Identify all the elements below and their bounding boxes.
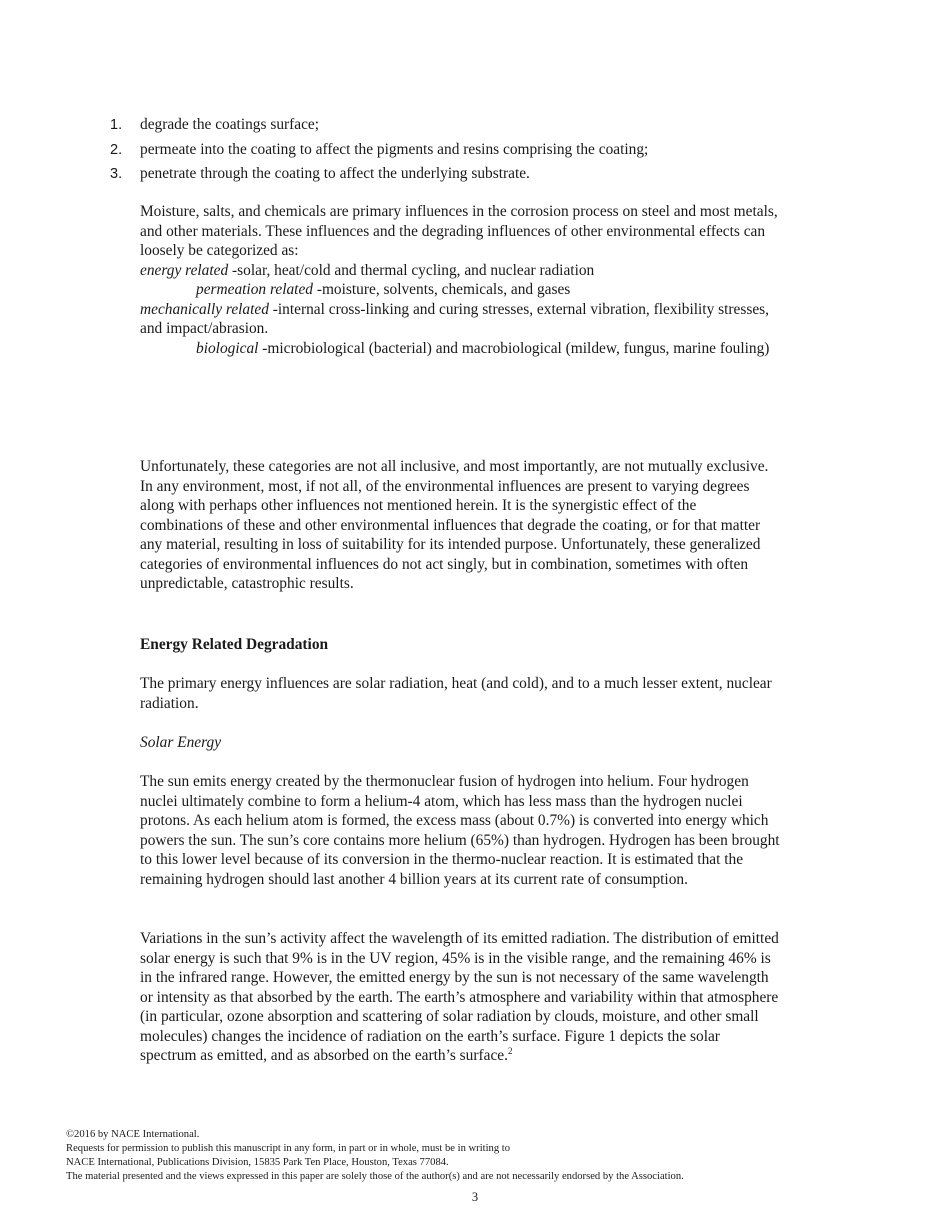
section-heading: Energy Related Degradation (140, 636, 329, 653)
category-desc: -moisture, solvents, chemicals, and gases (312, 281, 571, 298)
list-number: 1. (110, 117, 123, 133)
category-desc: -microbiological (bacterial) and macrobiological (mildew, fungus, marine fouling) (258, 339, 770, 357)
paragraph-energy-intro: The primary energy influences are solar radiation, heat (and cold), and to a much lesser extent, nuclear radiation. (140, 675, 772, 712)
category-term: mechanically related (140, 300, 269, 318)
footer (66, 1128, 886, 1184)
category-term: permeation related (196, 281, 313, 298)
list-number: 3. (110, 166, 123, 182)
intro-section (140, 202, 780, 358)
category-permeation (140, 280, 780, 300)
category-term: energy related (140, 261, 229, 279)
paragraph-influences: Moisture, salts, and chemicals are primary influences in the corrosion process on steel and most metals, and other materials. These influences and the degrading influences of other environmental effects can loosely be categorized as: (140, 203, 778, 259)
subsection-heading: Solar Energy (140, 734, 222, 751)
solar-subheading-block (140, 733, 780, 753)
paragraph-synergy: Unfortunately, these categories are not all inclusive, and most importantly, are not mutually exclusive. In any environment, most, if not all, of the environmental influences are present to varying degrees along with perhaps other influences not mentioned herein. It is the synergistic effect of the combinations of these and other environmental influences that degrade the coating, or for that matter any material, resulting in loss of suitability for its intended purpose. Unfortunately, these generalized categories of environmental influences do not act singly, but in combination, sometimes with often unpredictable, catastrophic results. (140, 458, 769, 592)
solar-spectrum-block (140, 929, 780, 1066)
category-term: biological (196, 339, 259, 357)
page-number: 3 (471, 1190, 479, 1204)
energy-heading-block (140, 635, 780, 655)
list-text: permeate into the coating to affect the pigments and resins comprising the coating; (140, 140, 649, 158)
category-biological (140, 339, 780, 359)
category-desc: -internal cross-linking and curing stresses, external vibration, flexibility stresses, and impact/abrasion. (140, 300, 769, 337)
paragraph-text: Variations in the sun’s activity affect the wavelength of its emitted radiation. The distribution of emitted solar energy is such that 9% is in the UV region, 45% is in the visible range, and the remaining 46% is in the infrared range. However, the emitted energy by the sun is not necessary of the same wavelength or intensity as that absorbed by the earth. The earth’s atmosphere and variability within that atmosphere (in particular, ozone absorption and scattering of solar radiation by clouds, moisture, and other small molecules) changes the incidence of radiation on the earth’s surface. Figure 1 depicts the solar spectrum as emitted, and as absorbed on the earth’s surface. (140, 930, 779, 1064)
list-text: penetrate through the coating to affect the underlying substrate. (140, 165, 530, 182)
category-energy (140, 261, 780, 281)
list-item (110, 162, 810, 187)
paragraph-solar-fusion: The sun emits energy created by the thermonuclear fusion of hydrogen into helium. Four hydrogen nuclei ultimately combine to form a helium-4 atom, which has less mass than the hydrogen nuclei protons. As each helium atom is formed, the excess mass (about 0.7%) is converted into energy which powers the sun. The sun’s core contains more helium (65%) than hydrogen. Hydrogen has been brought to this lower level because of its conversion in the thermo-nuclear reaction. It is estimated that the remaining hydrogen should last another 4 billion years at its current rate of consumption. (140, 773, 780, 888)
footer-address: NACE International, Publications Division, 15835 Park Ten Place, Houston, Texas 77084. (66, 1157, 449, 1168)
synergy-section (140, 457, 780, 594)
footer-disclaimer: The material presented and the views expressed in this paper are solely those of the author(s) and are not necessarily endorsed by the Association. (66, 1171, 684, 1182)
footer-copyright: ©2016 by NACE International. (66, 1129, 200, 1140)
list-item (110, 113, 810, 138)
paragraph-solar-spectrum (140, 929, 780, 1066)
category-desc: -solar, heat/cold and thermal cycling, and nuclear radiation (228, 261, 595, 279)
footer-permission: Requests for permission to publish this manuscript in any form, in part or in whole, must be in writing to (66, 1143, 511, 1154)
list-number: 2. (110, 141, 123, 158)
reference-superscript: 2 (507, 1045, 513, 1056)
solar-fusion-block (140, 772, 780, 889)
energy-intro-block (140, 674, 780, 713)
list-text: degrade the coatings surface; (140, 116, 320, 133)
numbered-list (110, 113, 810, 187)
category-mechanical (140, 300, 780, 339)
list-item (110, 138, 810, 163)
